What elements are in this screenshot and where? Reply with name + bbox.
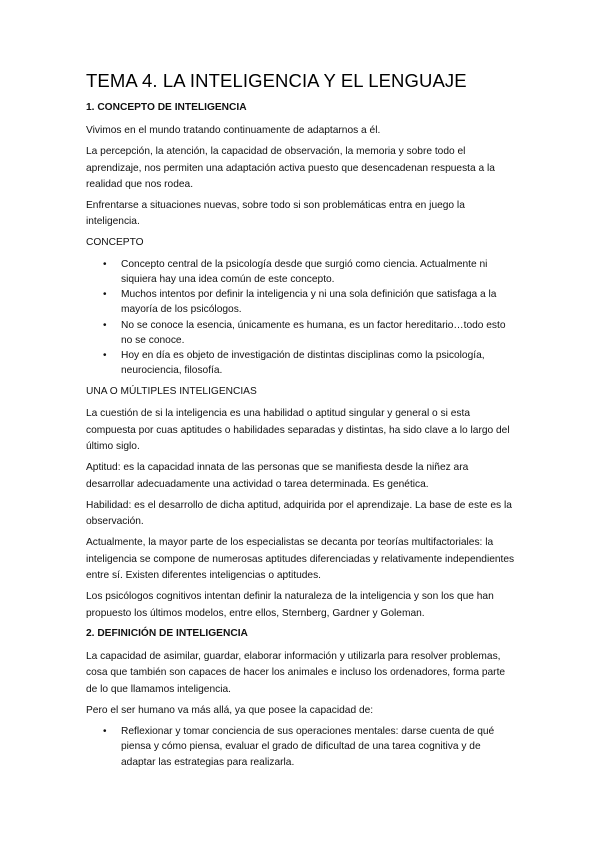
paragraph: La capacidad de asimilar, guardar, elaborar información y utilizarla para resolver problemas, cosa que también son capaces de hacer los animales e incluso los ordenadores, forma parte de lo que llamamos inteligencia.	[86, 650, 506, 695]
paragraph: Actualmente, la mayor parte de los especialistas se decanta por teorías multifactoriales: la inteligencia se compone de numerosas aptitudes diferenciadas y relativamente independientes entre sí. Existen diferentes inteligencias o aptitudes.	[86, 537, 515, 582]
paragraph: Los psicólogos cognitivos intentan definir la naturaleza de la inteligencia y son los que han propuesto los últimos modelos, entre ellos, Sternberg, Gardner y Goleman.	[86, 591, 494, 619]
list-item-text: Concepto central de la psicología desde que surgió como ciencia. Actualmente ni siquiera hay una idea común de este concepto.	[121, 258, 488, 285]
bullet-icon: •	[103, 258, 107, 270]
list-item	[86, 287, 516, 317]
paragraph: La cuestión de si la inteligencia es una habilidad o aptitud singular y general o si esta compuesta por cuas aptitudes o habilidades separadas y distintas, ha sido clave a lo largo del último siglo.	[86, 408, 510, 452]
bullet-icon: •	[103, 726, 107, 738]
paragraph: Habilidad: es el desarrollo de dicha aptitud, adquirida por el aprendizaje. La base de este es la observación.	[86, 499, 512, 528]
list-item-text: Muchos intentos por definir la inteligencia y ni una sola definición que satisfaga a la mayoría de los psicólogos.	[121, 289, 497, 316]
paragraph: Pero el ser humano va más allá, ya que posee la capacidad de:	[86, 704, 374, 716]
capacidad-bullet-list	[86, 724, 516, 770]
section-heading-definicion: 2. DEFINICIÓN DE INTELIGENCIA	[86, 627, 248, 639]
paragraph: Enfrentarse a situaciones nuevas, sobre todo si son problemáticas entra en juego la inteligencia.	[86, 200, 465, 228]
document-title: TEMA 4. LA INTELIGENCIA Y EL LENGUAJE	[86, 70, 467, 91]
list-item-text: Hoy en día es objeto de investigación de distintas disciplinas como la psicología, neurociencia, filosofía.	[121, 350, 485, 377]
bullet-icon: •	[103, 289, 107, 301]
paragraph: Vivimos en el mundo tratando continuamente de adaptarnos a él.	[86, 125, 381, 136]
list-item	[86, 318, 516, 348]
list-item-text: Reflexionar y tomar conciencia de sus operaciones mentales: darse cuenta de qué piensa y cómo piensa, evaluar el grado de dificultad de una tarea cognitiva y de adaptar las estrategias para realizarla.	[121, 726, 495, 768]
list-item	[86, 257, 516, 287]
list-item	[86, 724, 516, 770]
section-heading-concepto: 1. CONCEPTO DE INTELIGENCIA	[86, 102, 247, 113]
bullet-icon: •	[103, 350, 107, 361]
bullet-icon: •	[103, 319, 107, 331]
subheading-concepto: CONCEPTO	[86, 236, 144, 248]
list-item-text: No se conoce la esencia, únicamente es humana, es un factor hereditario…todo esto no se conoce.	[121, 319, 506, 346]
list-item	[86, 348, 516, 378]
paragraph: La percepción, la atención, la capacidad de observación, la memoria y sobre todo el aprendizaje, nos permiten una adaptación activa puesto que desencadenan respuesta a la realidad que nos rodea.	[86, 146, 495, 190]
subheading-multiples: UNA O MÚLTIPLES INTELIGENCIAS	[86, 386, 257, 398]
paragraph: Aptitud: es la capacidad innata de las personas que se manifiesta desde la niñez ara desarrollar adecuadamente una actividad o tarea determinada. Es genética.	[86, 462, 469, 490]
document-content	[86, 70, 516, 777]
concepto-bullet-list	[86, 257, 516, 379]
